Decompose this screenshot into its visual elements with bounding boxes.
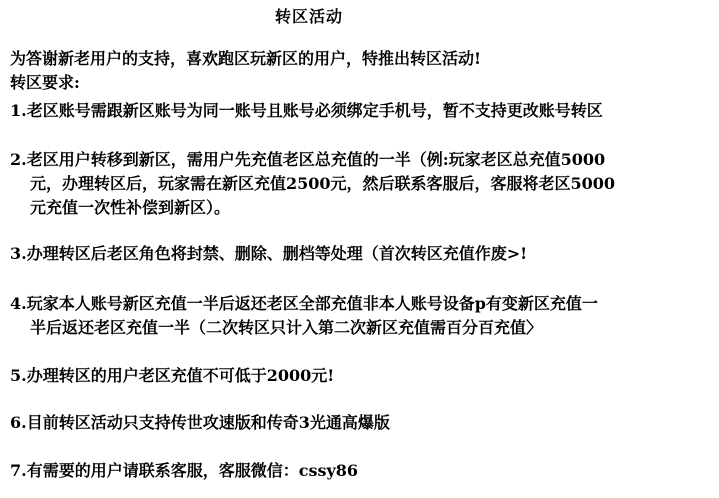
- rule-item-2: [10, 148, 715, 220]
- rule-text-continued: 元充值一次性补偿到新区）。: [30, 198, 231, 217]
- rule-text: 5.办理转区的用户老区充值不可低于2000元!: [10, 366, 335, 385]
- rule-text-continued: 半后返还老区充值一半（二次转区只计入第二次新区充值需百分百充值〉: [30, 318, 543, 337]
- rule-item-6: [10, 411, 715, 435]
- rule-text: 3.办理转区后老区角色将封禁、删除、删档等处理（首次转区充值作废>!: [10, 244, 528, 263]
- rule-item-5: [10, 364, 715, 388]
- rule-item-7: [10, 459, 715, 483]
- rule-text: 4.玩家本人账号新区充值一半后返还老区全部充值非本人账号设备p有变新区充值一: [10, 294, 598, 313]
- intro-text: 为答谢新老用户的支持，喜欢跑区玩新区的用户，特推出转区活动!: [10, 49, 482, 68]
- rule-text-continued: 元，办理转区后，玩家需在新区充值2500元，然后联系客服后，客服将老区5000: [30, 174, 616, 193]
- requirements-heading: 转区要求:: [10, 73, 80, 92]
- rule-item-1: [10, 99, 715, 123]
- rule-item-4: [10, 292, 715, 340]
- rule-text: 1.老区账号需跟新区账号为同一账号且账号必须绑定手机号，暂不支持更改账号转区: [10, 101, 603, 120]
- rule-text: 6.目前转区活动只支持传世攻速版和传奇3光通高爆版: [10, 413, 390, 432]
- rule-text: 7.有需要的用户请联系客服，客服微信：cssy86: [10, 461, 359, 480]
- page-title: 转区活动: [274, 7, 343, 26]
- intro-block: [10, 47, 715, 95]
- rule-item-3: [10, 242, 715, 266]
- rule-text: 2.老区用户转移到新区，需用户先充值老区总充值的一半（例:玩家老区总充值5000: [10, 150, 606, 169]
